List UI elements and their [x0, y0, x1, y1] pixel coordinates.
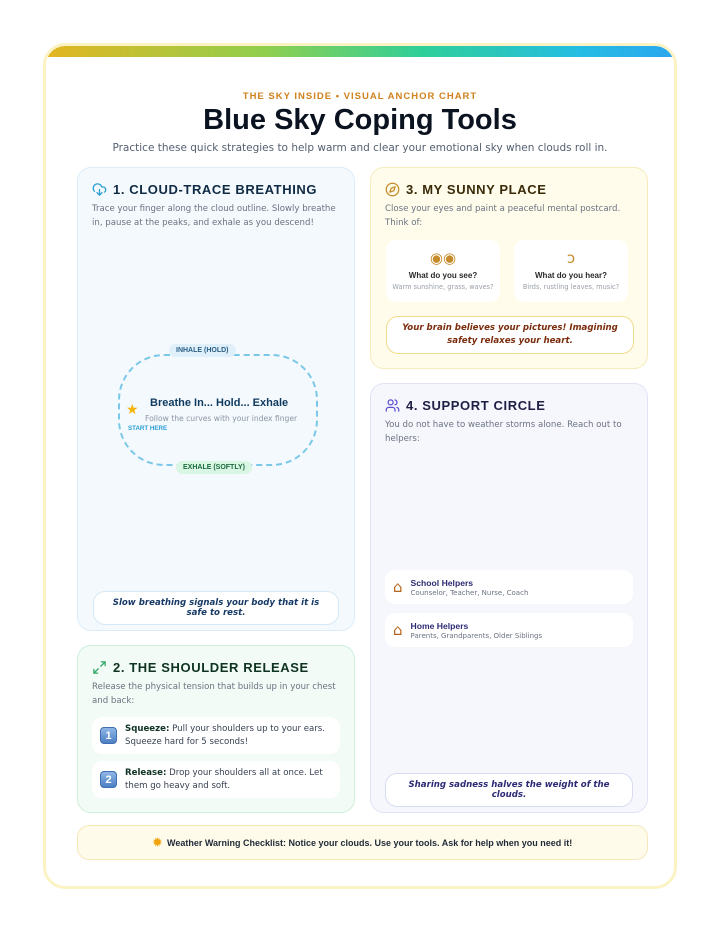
cloud-trace-outline[interactable]: [118, 354, 318, 466]
support-description: You do not have to weather storms alone. Reach out to helpers:: [385, 420, 622, 444]
breathing-card-header: [92, 182, 317, 197]
expand-arrows-icon: [92, 660, 107, 675]
house-icon: ⌂: [393, 620, 403, 639]
step-text: Drop your shoulders all at once. Let them go heavy and soft.: [125, 768, 323, 791]
tile-answer: Warm sunshine, grass, waves?: [392, 283, 494, 291]
sunny-description: Close your eyes and paint a peaceful mental postcard. Think of:: [385, 204, 621, 228]
step-label: Squeeze:: [125, 724, 170, 734]
users-icon: [385, 398, 400, 413]
star-icon: ★: [126, 402, 139, 418]
shoulder-card-header: [92, 660, 309, 675]
shoulder-step: [92, 717, 340, 754]
weather-warning-banner: [77, 825, 648, 860]
tile-question: What do you see?: [408, 271, 478, 280]
support-note: Sharing sadness halves the weight of the clouds.: [385, 773, 633, 807]
page-title: Blue Sky Coping Tools: [203, 104, 517, 136]
step-text: Pull your shoulders up to your ears. Squeeze hard for 5 seconds!: [125, 724, 326, 747]
helper-school: [385, 570, 633, 604]
sunny-card-title: 3. MY SUNNY PLACE: [406, 182, 547, 197]
keycap-one-icon: 1: [100, 727, 117, 744]
sunny-tile-see: [386, 240, 500, 302]
school-icon: ⌂: [393, 577, 403, 596]
sunny-tile-hear: [514, 240, 628, 302]
eyebrow-label: THE SKY INSIDE • VISUAL ANCHOR CHART: [242, 91, 478, 102]
helper-home: [385, 613, 633, 647]
breathing-card-title: 1. CLOUD-TRACE BREATHING: [113, 182, 318, 197]
ear-icon: ↄ: [566, 249, 576, 267]
cloud-download-icon: [92, 182, 107, 197]
helper-subtitle: Counselor, Teacher, Nurse, Coach: [410, 588, 529, 597]
weather-warning-text: Weather Warning Checklist: Notice your clouds. Use your tools. Ask for help when you need it!: [166, 837, 573, 848]
page-subtitle: Practice these quick strategies to help warm and clear your emotional sky when clouds roll in.: [112, 142, 608, 154]
start-here-label: START HERE: [128, 425, 168, 432]
helper-subtitle: Parents, Grandparents, Older Siblings: [410, 631, 543, 640]
exhale-tag: EXHALE (SOFTLY): [176, 461, 252, 474]
helper-title: School Helpers: [410, 577, 474, 588]
shoulder-card-title: 2. THE SHOULDER RELEASE: [113, 660, 309, 675]
step-label: Release:: [125, 768, 167, 778]
inhale-tag: INHALE (HOLD): [169, 344, 236, 357]
eyes-icon: ◉◉: [429, 249, 457, 267]
anchor-chart-sheet: [43, 43, 677, 889]
compass-icon: [385, 182, 400, 197]
support-circle-card: [370, 383, 648, 813]
sunny-note: Your brain believes your pictures! Imagining safety relaxes your heart.: [386, 316, 634, 354]
support-card-title: 4. SUPPORT CIRCLE: [406, 398, 546, 413]
shoulder-description: Release the physical tension that builds up in your chest and back:: [92, 682, 336, 706]
rainbow-bar: [46, 46, 674, 57]
breathing-card: [77, 167, 355, 631]
cloud-title: Breathe In... Hold... Exhale: [150, 397, 289, 409]
breathing-note: Slow breathing signals your body that it is safe to rest.: [93, 591, 339, 625]
tile-answer: Birds, rustling leaves, music?: [522, 283, 620, 291]
sunny-card-header: [385, 182, 546, 197]
breathing-description: Trace your finger along the cloud outline. Slowly breathe in, pause at the peaks, and exhale as you descend!: [92, 204, 336, 228]
helper-title: Home Helpers: [410, 620, 469, 631]
support-card-header: [385, 398, 546, 413]
sun-icon: ✹: [152, 837, 162, 849]
shoulder-card: [77, 645, 355, 813]
shoulder-step: [92, 761, 340, 798]
cloud-subtitle: Follow the curves with your index finger: [145, 414, 298, 423]
tile-question: What do you hear?: [535, 271, 607, 280]
keycap-two-icon: 2: [100, 771, 117, 788]
sunny-place-card: [370, 167, 648, 369]
